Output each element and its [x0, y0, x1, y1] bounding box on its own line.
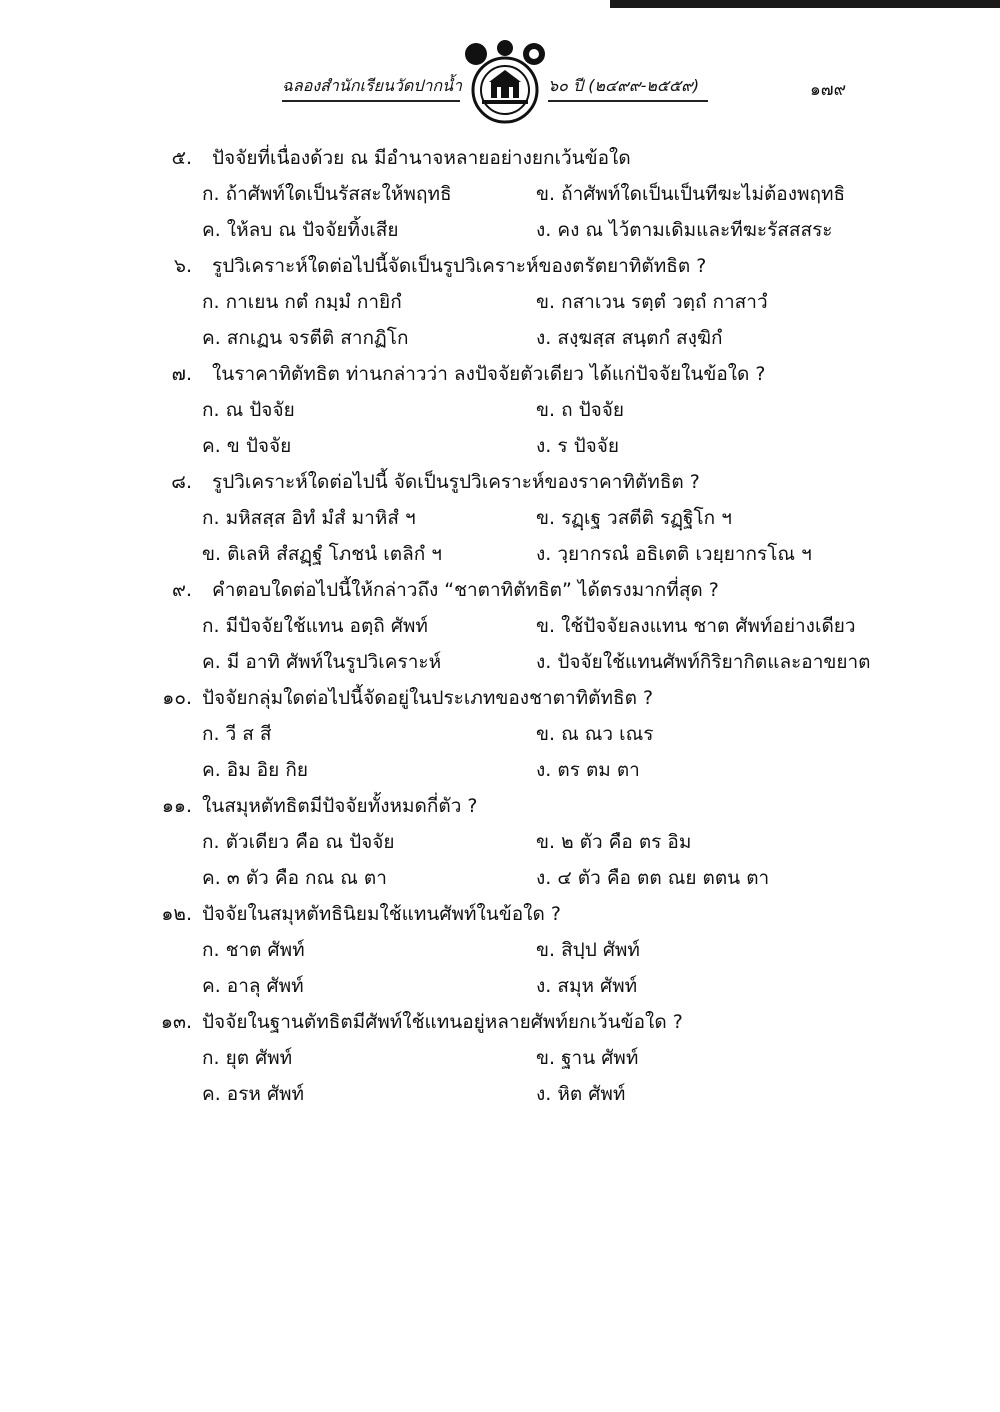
question-8 [0, 464, 1000, 572]
option-c: ค. อิม อิย กิย [202, 759, 308, 781]
question-text: ปัจจัยในสมุหตัทธินิยมใช้แทนศัพท์ในข้อใด ? [202, 903, 561, 925]
option-c: ค. สกเฏน จรตีติ สากฏิโก [202, 327, 409, 349]
question-number: ๑๒. [161, 903, 192, 925]
option-b: ข. ๒ ตัว คือ ตร อิม [536, 831, 692, 853]
question-text: ในราคาทิตัทธิต ท่านกล่าวว่า ลงปัจจัยตัวเดียว ได้แก่ปัจจัยในข้อใด ? [212, 363, 766, 385]
question-stem [0, 1004, 1000, 1040]
question-13 [0, 1004, 1000, 1112]
option-d: ง. ๔ ตัว คือ ตต ณย ตตน ตา [536, 867, 770, 889]
question-number: ๘. [171, 471, 192, 493]
question-text: ปัจจัยกลุ่มใดต่อไปนี้จัดอยู่ในประเภทของชาตาทิตัทธิต ? [202, 687, 654, 709]
header-right-text: ๖๐ ปี (๒๔๙๙-๒๕๕๙) [548, 76, 700, 95]
question-5 [0, 140, 1000, 248]
question-text: รูปวิเคราะห์ใดต่อไปนี้ จัดเป็นรูปวิเคราะห์ของราคาทิตัทธิต ? [212, 471, 700, 493]
option-a: ก. กาเยน กตํ กมฺมํ กายิกํ [202, 291, 402, 313]
question-stem [0, 356, 1000, 392]
option-c: ค. ให้ลบ ณ ปัจจัยทิ้งเสีย [202, 219, 399, 241]
page-number: ๑๗๙ [810, 80, 847, 100]
header-left-text: ฉลองสำนักเรียนวัดปากน้ำ [282, 76, 462, 95]
question-6 [0, 248, 1000, 356]
question-number: ๑๐. [162, 687, 192, 709]
option-b: ข. ณ ณว เณร [536, 723, 654, 745]
option-a: ก. มหิสสฺส อิทํ มํสํ มาหิสํ ฯ [202, 507, 416, 529]
option-d: ง. คง ณ ไว้ตามเดิมและทีฆะรัสสสระ [536, 219, 833, 241]
question-stem [0, 788, 1000, 824]
question-stem [0, 896, 1000, 932]
option-d: ง. ตร ตม ตา [536, 759, 640, 781]
question-number: ๑๑. [161, 795, 192, 817]
option-b: ข. ถ้าศัพท์ใดเป็นเป็นทีฆะไม่ต้องพฤทธิ [536, 183, 846, 205]
question-number: ๑๓. [160, 1011, 192, 1033]
question-stem [0, 464, 1000, 500]
header-left-underline [282, 100, 460, 102]
option-b: ข. กสาเวน รตฺตํ วตฺถํ กาสาวํ [536, 291, 768, 313]
temple-seal-emblem [462, 38, 548, 126]
option-a: ก. ณ ปัจจัย [202, 399, 295, 421]
option-c: ค. อาลุ ศัพท์ [202, 975, 304, 997]
option-c: ค. มี อาทิ ศัพท์ในรูปวิเคราะห์ [202, 651, 442, 673]
question-text: ปัจจัยที่เนื่องด้วย ณ มีอำนาจหลายอย่างยกเว้นข้อใด [212, 147, 631, 169]
option-d: ง. ร ปัจจัย [536, 435, 620, 457]
option-c: ค. ๓ ตัว คือ กณ ณ ตา [202, 867, 387, 889]
question-number: ๖. [173, 255, 192, 277]
option-c: ค. ข ปัจจัย [202, 435, 292, 457]
option-a: ก. ยุต ศัพท์ [202, 1047, 293, 1069]
header-right-underline [548, 100, 708, 102]
option-d: ง. หิต ศัพท์ [536, 1083, 626, 1105]
question-list [0, 140, 1000, 1112]
question-number: ๕. [171, 147, 192, 169]
question-10 [0, 680, 1000, 788]
question-stem [0, 248, 1000, 284]
option-d: ง. วฺยากรณํ อธิเตติ เวยฺยากรโณ ฯ [536, 543, 812, 565]
option-b: ข. รฏฺเฐ วสตีติ รฏฺฐิโก ฯ [536, 507, 732, 529]
option-a: ก. มีปัจจัยใช้แทน อตฺถิ ศัพท์ [202, 615, 428, 637]
question-9 [0, 572, 1000, 680]
option-d: ง. สมุห ศัพท์ [536, 975, 638, 997]
option-b: ข. สิปฺป ศัพท์ [536, 939, 640, 961]
option-b: ข. ฐาน ศัพท์ [536, 1047, 639, 1069]
option-a: ก. ถ้าศัพท์ใดเป็นรัสสะให้พฤทธิ [202, 183, 452, 205]
question-stem [0, 680, 1000, 716]
option-c: ข. ติเลหิ สํสฏฺฐํ โภชนํ เตลิกํ ฯ [202, 543, 442, 565]
question-stem [0, 140, 1000, 176]
question-11 [0, 788, 1000, 896]
option-a: ก. ชาต ศัพท์ [202, 939, 305, 961]
option-b: ข. ใช้ปัจจัยลงแทน ชาต ศัพท์อย่างเดียว [536, 615, 856, 637]
question-7 [0, 356, 1000, 464]
option-b: ข. ถ ปัจจัย [536, 399, 625, 421]
question-number: ๙. [172, 579, 192, 601]
question-text: รูปวิเคราะห์ใดต่อไปนี้จัดเป็นรูปวิเคราะห์ของตรัตยาทิตัทธิต ? [212, 255, 707, 277]
page-header [0, 38, 1000, 128]
question-stem [0, 572, 1000, 608]
question-text: คำตอบใดต่อไปนี้ให้กล่าวถึง “ชาตาทิตัทธิต” ได้ตรงมากที่สุด ? [212, 579, 719, 601]
question-text: ในสมุหตัทธิตมีปัจจัยทั้งหมดกี่ตัว ? [202, 795, 478, 817]
question-text: ปัจจัยในฐานตัทธิตมีศัพท์ใช้แทนอยู่หลายศัพท์ยกเว้นข้อใด ? [202, 1011, 683, 1033]
question-12 [0, 896, 1000, 1004]
option-a: ก. ตัวเดียว คือ ณ ปัจจัย [202, 831, 395, 853]
question-number: ๗. [171, 363, 192, 385]
option-d: ง. ปัจจัยใช้แทนศัพท์กิริยากิตและอาขยาต [536, 651, 871, 673]
option-c: ค. อรห ศัพท์ [202, 1083, 305, 1105]
option-d: ง. สงฺฆสฺส สนฺตกํ สงฺฆิกํ [536, 327, 723, 349]
scan-corner-mark [610, 0, 1000, 8]
option-a: ก. วี ส สี [202, 723, 272, 745]
